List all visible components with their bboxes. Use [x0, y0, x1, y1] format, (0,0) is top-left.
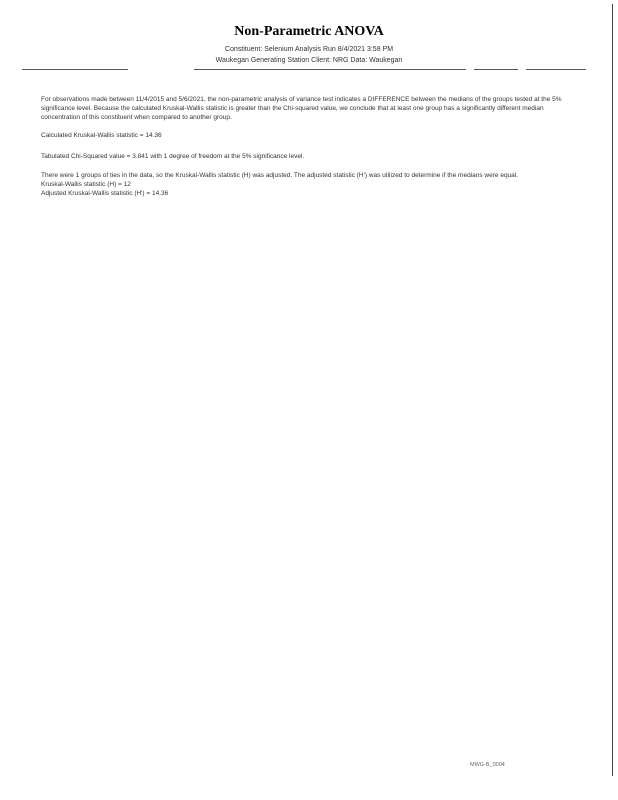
header-rule: [474, 69, 518, 70]
ties-note: There were 1 groups of ties in the data, so the Kruskal-Wallis statistic (H) was adjusted. The adjusted statistic (H') was utilized to determine if the medians were equal.: [41, 172, 519, 179]
header-rule: [22, 69, 128, 70]
page-identifier: MWG-B_0004: [470, 762, 505, 768]
report-subtitle-site-info: Waukegan Generating Station Client: NRG Data: Waukegan: [215, 57, 403, 64]
report-title: Non-Parametric ANOVA: [234, 24, 384, 39]
conclusion-paragraph: For observations made between 11/4/2015 and 5/6/2021, the non-parametric analysis of variance test indicates a DIFFERENCE between the medians of the groups tested at the 5% significance level. Because the calculated Kruskal-Wallis statistic is greater than the Chi-squared value, we conclude that at least one group has a significantly different median concentration of this constituent when compared to another group.: [41, 96, 562, 121]
header-rule: [194, 69, 466, 70]
page-border: [612, 4, 613, 776]
tabulated-chi-squared: Tabulated Chi-Squared value = 3.841 with 1 degree of freedom at the 5% significance level.: [41, 153, 305, 160]
calculated-statistic: Calculated Kruskal-Wallis statistic = 14.36: [41, 132, 162, 139]
adjusted-kruskal-wallis-statistic: Adjusted Kruskal-Wallis statistic (H') = 14.36: [41, 190, 169, 197]
kruskal-wallis-statistic: Kruskal-Wallis statistic (H) = 12: [41, 181, 131, 188]
header-rule: [526, 69, 586, 70]
report-subtitle-run-info: Constituent: Selenium Analysis Run 8/4/2021 3:58 PM: [224, 46, 394, 53]
ties-adjustment-block: [41, 171, 569, 198]
